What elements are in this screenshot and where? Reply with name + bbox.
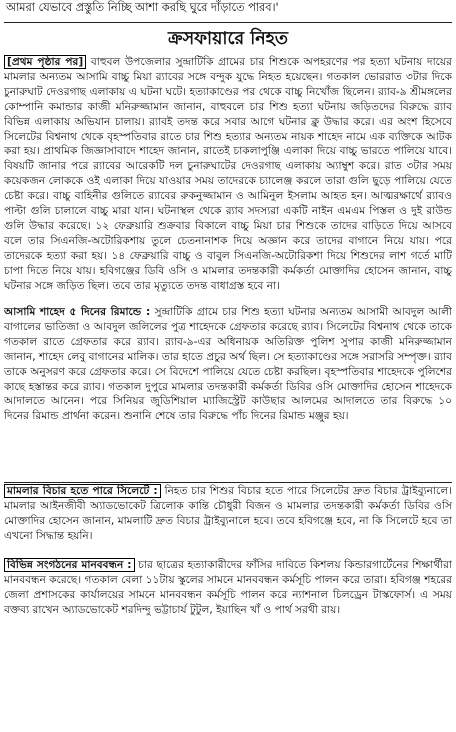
- lead-body: বাহুবল উপজেলার সুন্দ্রাটিকি গ্রামের চার শিশুকে অপহরণের পর হত্যা ঘটনায় দায়ের মামলার অন্যতম আসামি বাচ্চু মিয়া র‍্যাবের সঙ্গে বন্দুক যুদ্ধে নিহত হয়েছেন। গতকাল ভোররাত ৩টার দিকে চুনারুঘাট দেওরগাছ এলাকায় এ ঘটনা ঘটে। হত্যাকাণ্ডের পর থেকে বাচ্চু নিখোঁজ ছিলেন। র‍্যাব-৯ শ্রীমঙ্গলের কোম্পানি কমান্ডার কাজী মনিরুজ্জামান জানান, বাহুবলে চার শিশু হত্যা ঘটনায় জড়িতদের বিরুদ্ধে র‍্যাব বিভিন্ন এলাকায় অভিযান চালায়। র‍্যাবই তদন্ত করে সবার আগে ঘটনার ক্লু উদ্ধার করে। এর অংশ হিসেবে সিলেটের বিশ্বনাথ থেকে বৃহস্পতিবার রাতে চার শিশু হত্যার অন্যতম নায়ক শাহেদ নামে এক ব্যক্তিকে আটক করা হয়। প্রাথমিক জিজ্ঞাসাবাদে শাহেদ জানান, রাতেই চাকলাপুঞ্জি এলাকা দিয়ে বাচ্চু ভারতে পালিয়ে যাবে। বিষয়টি জানার পরে র‍্যাবের আরেকটি দল চুনারুঘাটের দেওরগাছ এলাকায় অ্যাম্বুশ করে। রাত ৩টার সময় কয়েকজন লোককে ওই এলাকা দিয়ে যাওয়ার সময় তাদেরকে চ্যালেঞ্জ করলে তারা গুলি ছুড়ে পালিয়ে যেতে চেষ্টা করে। বাচ্চু বাহিনীর গুলিতে র‍্যাবের রুকনুজ্জামান ও আমিনুল ইসলাম আহত হন। আত্মরক্ষার্থে র‍্যাবও পাল্টা গুলি চালালে বাচ্চু মারা যান। ঘটনাস্থল থেকে র‍্যাব সদস্যরা একটি নাইন এমএম পিস্তল ও দুই রাউন্ড গুলি উদ্ধার করেছে। ১২ ফেব্রুয়ারি শুক্রবার বিকালে বাচ্চু মিয়া চার শিশুকে তাদের বাড়িতে দিয়ে আসবে বলে তার সিএনজি-অটোরিকশায় তুলে চেতনানাশক দিয়ে অজ্ঞান করে তাদের বাগানে নিয়ে যায়। পরে তাদেরকে হত্যা করা হয়। ১৪ ফেব্রুয়ারি বাচ্চু ও বাবুল সিএনজি-অটোরিকশা দিয়ে শিশুদের লাশ গর্তে মাটি চাপা দিতে নিয়ে যায়। হবিগঞ্জের ডিবি ওসি ও মামলার তদন্তকারী কর্মকর্তা মোক্তাদির হোসেন জানান, বাচ্চু ঘটনার সঙ্গে জড়িত ছিল। তবে তার মৃত্যুতে তদন্ত বাধাগ্রস্ত হবে না।: [4, 56, 452, 292]
- article-paragraph-remand: [4, 305, 452, 481]
- continuation-label: [প্রথম পৃষ্ঠার পর]: [4, 55, 86, 69]
- remand-body: সুন্দ্রাটিকি গ্রামে চার শিশু হত্যা ঘটনার অন্যতম আসামী আবদুল আলী বাগালের ভাতিজা ও আবদুল জলিলের পুত্র শাহেদকে গ্রেফতার করেছে র‍্যাব। সিলেটের বিশ্বনাথ থেকে তাকে গতকাল রাতে গ্রেফতার করে র‍্যাব। র‍্যাব-৯-এর অধিনায়ক অতিরিক্ত পুলিশ সুপার কাজী মনিরুজ্জামান জানান, শাহেদ লেবু বাগানের মালিক। তার হাতে প্রচুর অর্থ ছিল। সে হত্যাকাণ্ডের সঙ্গে সরাসরি সম্পৃক্ত। র‍্যাব তাকে অনুসরণ করে গ্রেফতার করে। সে বিদেশে পালিয়ে যেতে চেষ্টা করছিল। বৃহস্পতিবার শাহেদকে পুলিশের কাছে হস্তান্তর করে র‍্যাব। গতকাল দুপুরে মামলার তদন্তকারী কর্মকর্তা ডিবির ওসি মোক্তাদির হোসেন শাহেদকে আদালতে আনেন। পরে সিনিয়র জুডিশিয়াল ম্যাজিস্ট্রেট কাউছার আলমের আদালতে তার বিরুদ্ধে ১০ দিনের রিমান্ড প্রার্থনা করেন। শুনানি শেষে তার বিরুদ্ধে পাঁচ দিনের রিমান্ড মঞ্জুর হয়।: [4, 306, 452, 423]
- article-paragraph-protest: [4, 558, 452, 662]
- subheading-remand: আসামি শাহেদ ৫ দিনের রিমান্ডে :: [4, 306, 151, 318]
- article-paragraph-lead: [4, 55, 452, 305]
- section-divider: [4, 482, 452, 483]
- trial-body: নিহত চার শিশুর বিচার হতে পারে সিলেটের দ্রুত বিচার ট্রাইব্যুনালে। মামলার আইনজীবী অ্যাডভোকেট ত্রিলোক কান্তি চৌধুরী বিজন ও মামলার তদন্তকারী কর্মকর্তা ডিবির ওসি মোক্তাদির হোসেন জানান, মামলাটি দ্রুত বিচার ট্রাইব্যুনালে হবে। তবে হবিগঞ্জে হবে, না কি সিলেটে হবে তা এখনো সিদ্ধান্ত হয়নি।: [4, 485, 452, 542]
- protest-body: চার ছাত্রের হত্যাকারীদের ফাঁসির দাবিতে কিশলয় কিন্ডারগার্টেনের শিক্ষার্থীরা মানববন্ধন করেছে। গতকাল বেলা ১১টায় স্কুলের সামনে মানববন্ধন কর্মসূচি পালন করে তারা। হবিগঞ্জ শহরের জেলা প্রশাসকের কার্যালয়ের সামনে মানববন্ধন কর্মসূচি পালন করে ন্যাশনাল চিলড্রেন টাস্কফোর্স। এ সময় বক্তব্য রাখেন অ্যাডভোকেট শরদিন্দু ভট্টাচার্য টুটুল, ইয়াছিন খাঁ ও পার্থ সরথী রায়।: [4, 559, 452, 616]
- continuation-line: আমরা যেভাবে প্রস্তুতি নিচ্ছি আশা করছি ঘুরে দাঁড়াতে পারব।': [4, 0, 452, 23]
- subheading-trial: মামলার বিচার হতে পারে সিলেটে :: [4, 484, 161, 498]
- article-paragraph-trial: [4, 484, 452, 558]
- subheading-protest: বিভিন্ন সংগঠনের মানববন্ধন :: [4, 558, 135, 572]
- headline: ক্রসফায়ারে নিহত: [168, 29, 288, 49]
